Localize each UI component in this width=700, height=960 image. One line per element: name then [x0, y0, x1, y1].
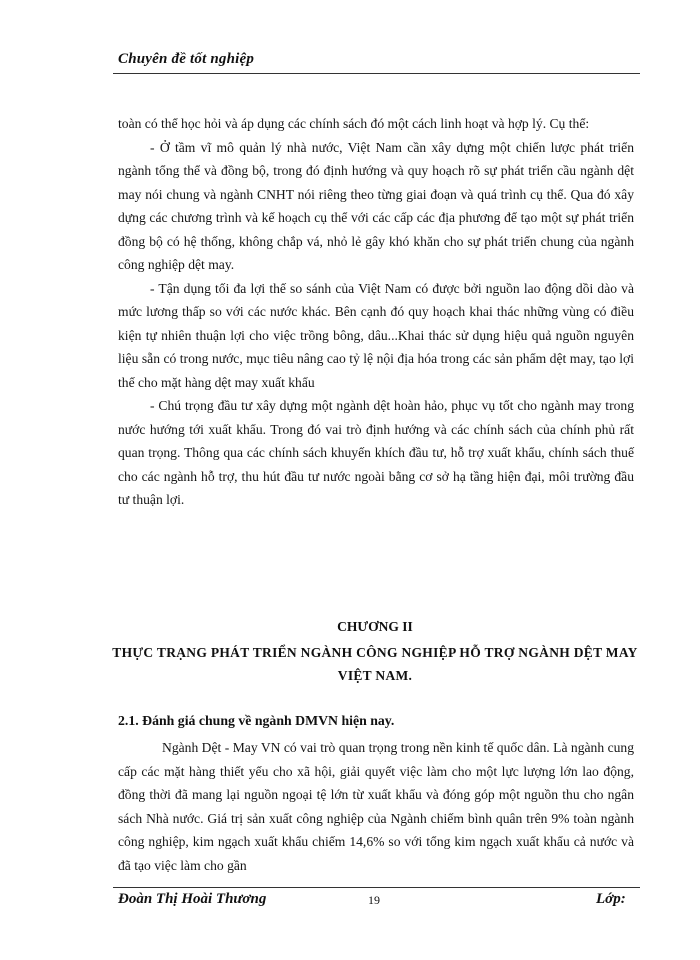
- paragraph-textile-investment: - Chú trọng đầu tư xây dựng một ngành dệt hoàn hảo, phục vụ tốt cho ngành may trong nước hướng tới xuất khẩu. Trong đó vai trò định hướng và các chính sách của chính phủ rất quan trọng. Thông qua các chính sách khuyến khích đầu tư, hỗ trợ xuất khẩu, chính sách thuế cho các ngành hỗ trợ, thu hút đầu tư nước ngoài bằng cơ sở hạ tầng hiện đại, môi trường đầu tư thuận lợi.: [118, 398, 634, 507]
- paragraph-comparative-advantage: - Tận dụng tối đa lợi thế so sánh của Việt Nam có được bởi nguồn lao động dồi dào và mức lương thấp so với các nước khác. Bên cạnh đó quy hoạch khai thác những vùng có điều kiện tự nhiên thuận lợi cho việc trồng bông, dâu...Khai thác sử dụng hiệu quả nguồn nguyên liệu sẵn có trong nước, mục tiêu nâng cao tỷ lệ nội địa hóa trong các sản phẩm dệt may, tạo lợi thế cho mặt hàng dệt may xuất khẩu: [118, 280, 634, 390]
- header-title: Chuyên đề tốt nghiệp: [118, 51, 255, 67]
- paragraph-industry-overview: Ngành Dệt - May VN có vai trò quan trọng trong nền kinh tế quốc dân. Là ngành cung cấp các mặt hàng thiết yếu cho xã hội, giải quyết việc làm cho một lực lượng lớn lao động, đồng thời đã mang lại nguồn ngoại tệ lớn từ xuất khẩu và đóng góp một nguồn thu cho ngân sách Nhà nước. Giá trị sản xuất công nghiệp của Ngành chiếm bình quân trên 9% toàn ngành công nghiệp, kim ngạch xuất khẩu chiếm 14,6% so với tổng kim ngạch xuất khẩu cả nước và đã tạo việc làm cho gần: [118, 740, 634, 873]
- section-one-body: [118, 112, 634, 512]
- chapter-title: THỰC TRẠNG PHÁT TRIỂN NGÀNH CÔNG NGHIỆP HỖ TRỢ NGÀNH DỆT MAY VIỆT NAM.: [112, 645, 638, 683]
- header-rule: [113, 73, 640, 74]
- footer-author: Đoàn Thị Hoài Thương: [118, 891, 267, 907]
- footer-rule: [113, 887, 640, 888]
- paragraph-macro-policy: - Ở tầm vĩ mô quản lý nhà nước, Việt Nam cần xây dựng một chiến lược phát triển ngành tổng thể và đồng bộ, trong đó định hướng và quy hoạch rõ sự phát triển cầu ngành dệt may nói chung và ngành CNHT nói riêng theo từng giai đoạn và quá trình cụ thể. Qua đó xây dựng các chương trình và kế hoạch cụ thể với các cấp các địa phương để tạo một sự phát triển đồng bộ có hệ thống, không chắp vá, nhỏ lẻ gây khó khăn cho sự phát triển chung của ngành công nghiệp dệt may.: [118, 139, 634, 272]
- section-heading: 2.1. Đánh giá chung về ngành DMVN hiện nay.: [118, 713, 395, 728]
- footer-class-label: Lớp:: [596, 891, 626, 907]
- paragraph-continuation: toàn có thể học hỏi và áp dụng các chính sách đó một cách linh hoạt và hợp lý. Cụ thể:: [118, 116, 590, 131]
- page-number: 19: [368, 893, 380, 907]
- chapter-number: CHƯƠNG II: [337, 619, 413, 634]
- section-two-body: [118, 736, 634, 877]
